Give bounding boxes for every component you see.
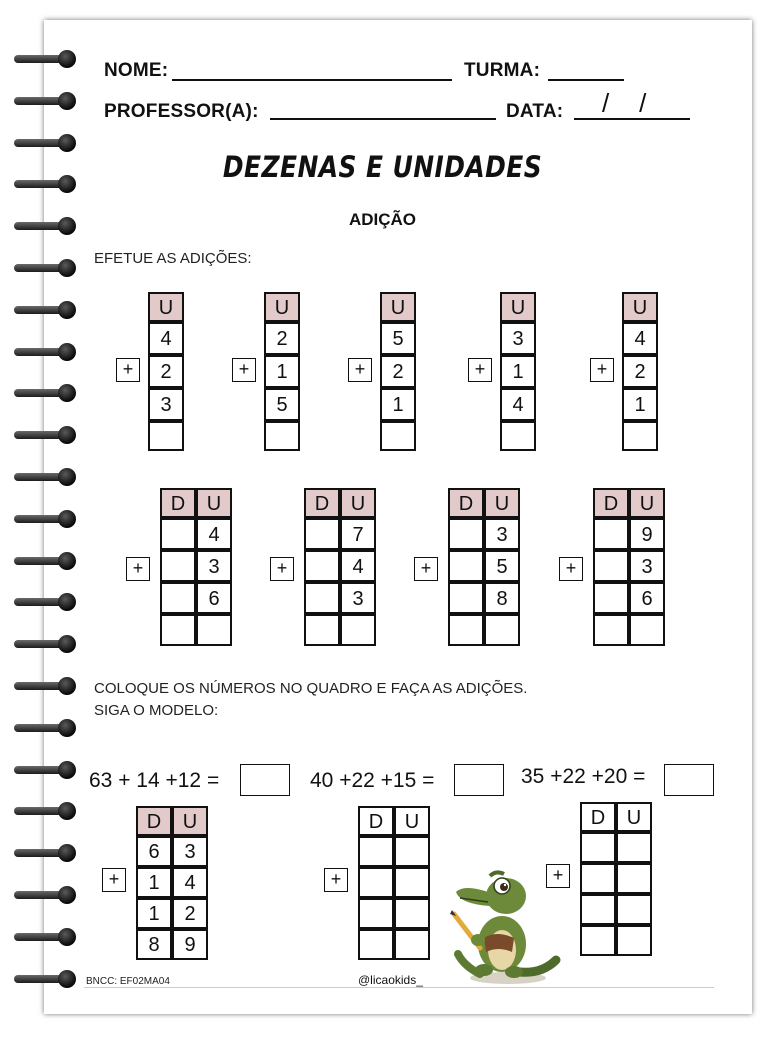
- answer-cell-units[interactable]: [340, 614, 376, 646]
- blank-tens-cell[interactable]: [358, 836, 394, 867]
- digit-cell: 5: [380, 322, 416, 355]
- spiral-ring: [14, 970, 80, 990]
- spiral-ring: [14, 719, 80, 739]
- model-units-cell: 3: [172, 836, 208, 867]
- grid-header-tens: D: [580, 802, 616, 832]
- name-field-line[interactable]: [172, 79, 452, 81]
- bncc-code: BNCC: EF02MA04: [86, 976, 170, 987]
- digit-cell: 3: [500, 322, 536, 355]
- answer-cell[interactable]: [622, 421, 658, 451]
- spiral-ring: [14, 426, 80, 446]
- blank-units-cell[interactable]: [616, 863, 652, 894]
- tens-cell: [448, 550, 484, 582]
- spiral-ring: [14, 92, 80, 112]
- turma-label: TURMA:: [464, 60, 541, 81]
- answer-cell[interactable]: [380, 421, 416, 451]
- professor-label: PROFESSOR(A):: [104, 101, 259, 122]
- digit-cell: 1: [264, 355, 300, 388]
- blank-units-cell[interactable]: [616, 925, 652, 956]
- units-cell: 5: [484, 550, 520, 582]
- plus-sign: +: [590, 358, 614, 382]
- model-tens-cell: 1: [136, 898, 172, 929]
- section-subtitle: ADIÇÃO: [348, 210, 417, 229]
- digit-cell: 5: [264, 388, 300, 421]
- turma-field-line[interactable]: [548, 79, 624, 81]
- digit-cell: 1: [380, 388, 416, 421]
- spiral-ring: [14, 552, 80, 572]
- crocodile-with-pencil-icon: [450, 862, 562, 986]
- plus-sign: +: [468, 358, 492, 382]
- answer-box-2[interactable]: [454, 764, 504, 796]
- answer-cell[interactable]: [500, 421, 536, 451]
- plus-sign: +: [102, 868, 126, 892]
- digit-cell: 2: [264, 322, 300, 355]
- plus-sign: +: [414, 557, 438, 581]
- units-cell: 7: [340, 518, 376, 550]
- column-header-units: U: [148, 292, 184, 322]
- spiral-ring: [14, 802, 80, 822]
- units-cell: 6: [196, 582, 232, 614]
- model-header-units: U: [172, 806, 208, 836]
- tens-cell: [160, 550, 196, 582]
- tens-cell: [304, 582, 340, 614]
- column-header-units: U: [500, 292, 536, 322]
- answer-cell-units[interactable]: [484, 614, 520, 646]
- spiral-ring: [14, 301, 80, 321]
- answer-cell[interactable]: [148, 421, 184, 451]
- blank-tens-cell[interactable]: [358, 898, 394, 929]
- grid-header-units: U: [394, 806, 430, 836]
- spiral-ring: [14, 761, 80, 781]
- grid-header-units: U: [616, 802, 652, 832]
- answer-box-1[interactable]: [240, 764, 290, 796]
- units-cell: 3: [340, 582, 376, 614]
- digit-cell: 4: [148, 322, 184, 355]
- digit-cell: 3: [148, 388, 184, 421]
- digit-cell: 1: [622, 388, 658, 421]
- plus-sign: +: [546, 864, 570, 888]
- instruction-follow-model: SIGA O MODELO:: [94, 702, 219, 719]
- spiral-ring: [14, 510, 80, 530]
- date-slashes: / /: [602, 88, 647, 118]
- tens-cell: [304, 550, 340, 582]
- column-header-units: U: [629, 488, 665, 518]
- blank-tens-cell[interactable]: [580, 832, 616, 863]
- blank-tens-cell[interactable]: [580, 863, 616, 894]
- author-handle: @licaokids_: [358, 973, 423, 987]
- answer-cell-tens[interactable]: [160, 614, 196, 646]
- units-cell: 8: [484, 582, 520, 614]
- column-header-units: U: [196, 488, 232, 518]
- blank-units-cell[interactable]: [394, 867, 430, 898]
- answer-box-3[interactable]: [664, 764, 714, 796]
- answer-cell-units[interactable]: [629, 614, 665, 646]
- model-tens-cell: 6: [136, 836, 172, 867]
- plus-sign: +: [324, 868, 348, 892]
- answer-cell-tens[interactable]: [304, 614, 340, 646]
- spiral-ring: [14, 384, 80, 404]
- plus-sign: +: [126, 557, 150, 581]
- model-units-cell: 4: [172, 867, 208, 898]
- tens-cell: [160, 582, 196, 614]
- column-header-tens: D: [593, 488, 629, 518]
- answer-cell[interactable]: [264, 421, 300, 451]
- spiral-ring: [14, 593, 80, 613]
- plus-sign: +: [348, 358, 372, 382]
- tens-cell: [593, 582, 629, 614]
- spiral-ring: [14, 928, 80, 948]
- blank-tens-cell[interactable]: [358, 867, 394, 898]
- blank-units-cell[interactable]: [616, 894, 652, 925]
- tens-cell: [593, 518, 629, 550]
- units-cell: 3: [196, 550, 232, 582]
- data-label: DATA:: [506, 101, 564, 122]
- blank-units-cell[interactable]: [394, 836, 430, 867]
- footer-divider: [84, 987, 714, 988]
- plus-sign: +: [559, 557, 583, 581]
- digit-cell: 2: [380, 355, 416, 388]
- page-title: DEZENAS E UNIDADES: [222, 150, 543, 184]
- plus-sign: +: [116, 358, 140, 382]
- answer-cell-tens[interactable]: [448, 614, 484, 646]
- blank-units-cell[interactable]: [394, 898, 430, 929]
- tens-cell: [304, 518, 340, 550]
- units-cell: 4: [196, 518, 232, 550]
- spiral-ring: [14, 468, 80, 488]
- spiral-ring: [14, 50, 80, 70]
- model-header-tens: D: [136, 806, 172, 836]
- tens-cell: [593, 550, 629, 582]
- column-header-units: U: [484, 488, 520, 518]
- column-header-units: U: [340, 488, 376, 518]
- answer-cell-units[interactable]: [196, 614, 232, 646]
- tens-cell: [448, 582, 484, 614]
- units-cell: 9: [629, 518, 665, 550]
- spiral-ring: [14, 844, 80, 864]
- plus-sign: +: [232, 358, 256, 382]
- tens-cell: [448, 518, 484, 550]
- blank-units-cell[interactable]: [394, 929, 430, 960]
- column-header-tens: D: [304, 488, 340, 518]
- instruction-add: EFETUE AS ADIÇÕES:: [94, 250, 252, 267]
- blank-tens-cell[interactable]: [358, 929, 394, 960]
- spiral-ring: [14, 635, 80, 655]
- digit-cell: 2: [622, 355, 658, 388]
- professor-field-line[interactable]: [270, 118, 496, 120]
- units-cell: 3: [629, 550, 665, 582]
- column-header-units: U: [264, 292, 300, 322]
- spiral-ring: [14, 886, 80, 906]
- model-units-cell: 9: [172, 929, 208, 960]
- grid-header-tens: D: [358, 806, 394, 836]
- equation-3: 35 +22 +20 =: [521, 765, 646, 788]
- column-header-units: U: [380, 292, 416, 322]
- tens-cell: [160, 518, 196, 550]
- model-units-cell: 2: [172, 898, 208, 929]
- digit-cell: 2: [148, 355, 184, 388]
- spiral-ring: [14, 677, 80, 697]
- blank-units-cell[interactable]: [616, 832, 652, 863]
- column-header-units: U: [622, 292, 658, 322]
- answer-cell-tens[interactable]: [593, 614, 629, 646]
- digit-cell: 4: [622, 322, 658, 355]
- units-cell: 4: [340, 550, 376, 582]
- equation-2: 40 +22 +15 =: [310, 769, 435, 792]
- column-header-tens: D: [160, 488, 196, 518]
- blank-tens-cell[interactable]: [580, 925, 616, 956]
- blank-tens-cell[interactable]: [580, 894, 616, 925]
- digit-cell: 4: [500, 388, 536, 421]
- spiral-ring: [14, 259, 80, 279]
- instruction-place-numbers: COLOQUE OS NÚMEROS NO QUADRO E FAÇA AS ADIÇÕES.: [94, 680, 528, 697]
- units-cell: 3: [484, 518, 520, 550]
- model-tens-cell: 1: [136, 867, 172, 898]
- spiral-ring: [14, 343, 80, 363]
- digit-cell: 1: [500, 355, 536, 388]
- name-label: NOME:: [104, 60, 169, 81]
- equation-1: 63 + 14 +12 =: [89, 769, 220, 792]
- model-tens-cell: 8: [136, 929, 172, 960]
- column-header-tens: D: [448, 488, 484, 518]
- plus-sign: +: [270, 557, 294, 581]
- units-cell: 6: [629, 582, 665, 614]
